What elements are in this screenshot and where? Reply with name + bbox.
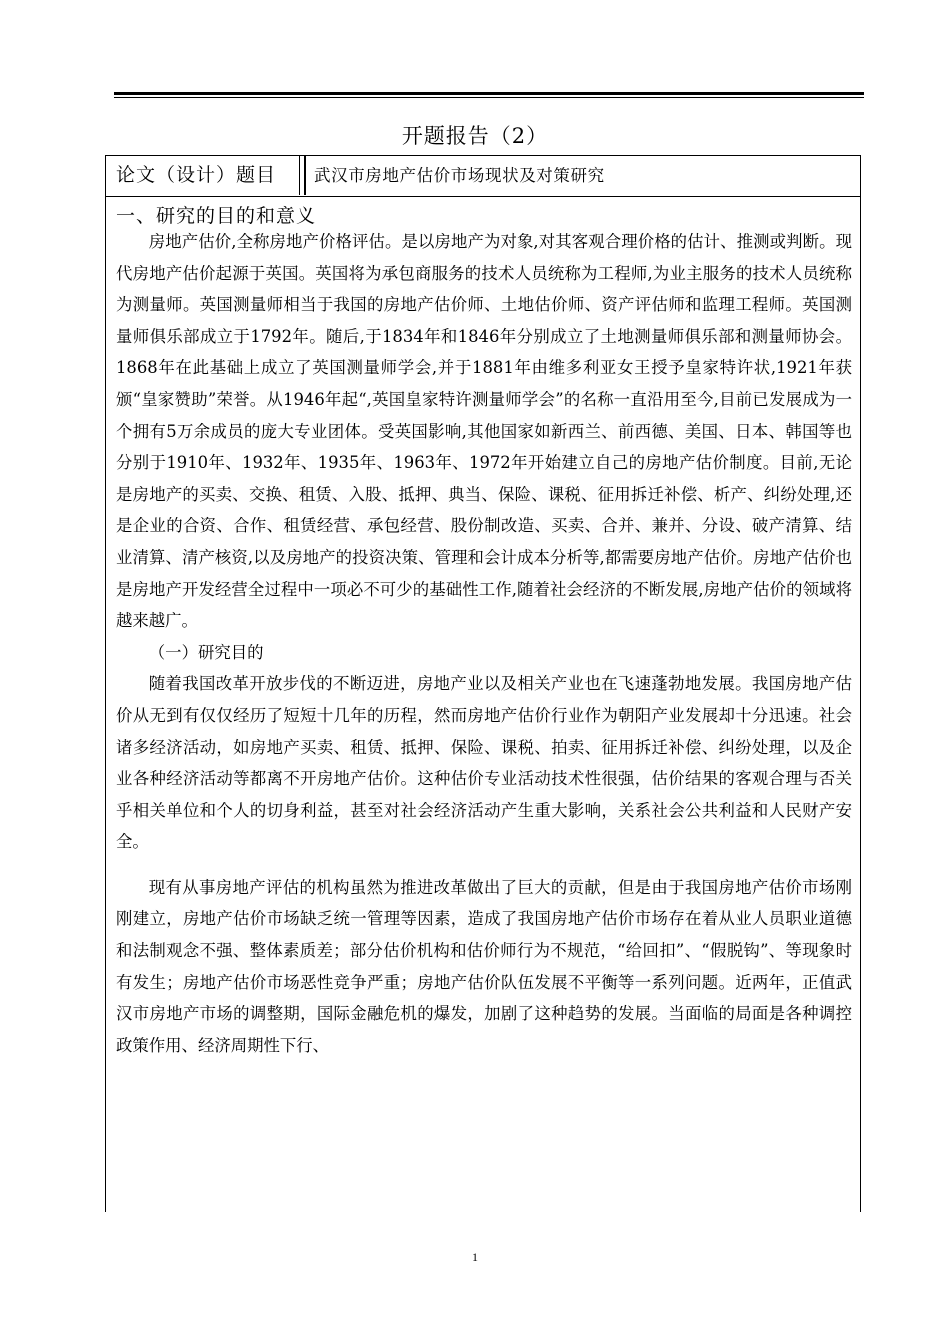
header-rule-thick: [114, 92, 864, 95]
cell-divider: [304, 156, 306, 195]
thesis-title-value: 武汉市房地产估价市场现状及对策研究: [314, 166, 605, 185]
page-title: 开题报告（2）: [401, 124, 549, 148]
section-body: [116, 226, 852, 1061]
header-rule-thin: [114, 97, 864, 98]
section-heading: 一、研究的目的和意义: [116, 205, 317, 227]
paragraph-2: 随着我国改革开放步伐的不断迈进，房地产业以及相关产业也在飞速蓬勃地发展。我国房地产估价从无到有仅仅经历了短短十几年的历程，然而房地产估价行业作为朝阳产业发展却十分迅速。社会诸多经济活动，如房地产买卖、租赁、抵押、保险、课税、拍卖、征用拆迁补偿、纠纷处理，以及企业各种经济活动等都离不开房地产估价。这种估价专业活动技术性很强，估价结果的客观合理与否关乎相关单位和个人的切身利益，甚至对社会经济活动产生重大影响，关系社会公共利益和人民财产安全。: [116, 674, 852, 852]
page-number: 1: [472, 1250, 478, 1264]
paragraph-3: 现有从事房地产评估的机构虽然为推进改革做出了巨大的贡献，但是由于我国房地产估价市场刚刚建立，房地产估价市场缺乏统一管理等因素，造成了我国房地产估价市场存在着从业人员职业道德和法制观念不强、整体素质差；部分估价机构和估价师行为不规范，“给回扣”、“假脱钩”、等现象时有发生；房地产估价市场恶性竞争严重；房地产估价队伍发展不平衡等一系列问题。近两年，正值武汉市房地产市场的调整期，国际金融危机的爆发，加剧了这种趋势的发展。当面临的局面是各种调控政策作用、经济周期性下行、: [116, 877, 852, 1055]
sub-heading: （一）研究目的: [148, 642, 264, 662]
thesis-title-label: 论文（设计）题目: [106, 156, 300, 195]
paragraph-1: 房地产估价,全称房地产价格评估。是以房地产为对象,对其客观合理价格的估计、推测或判断。现代房地产估价起源于英国。英国将为承包商服务的技术人员统称为工程师,为业主服务的技术人员统称为测量师。英国测量师相当于我国的房地产估价师、土地估价师、资产评估师和监理工程师。英国测量师俱乐部成立于1792年。随后,于1834年和1846年分别成立了土地测量师俱乐部和测量师协会。1868年在此基础上成立了英国测量师学会,并于1881年由维多利亚女王授予皇家特许状,1921年获颁“皇家赞助”荣誉。从1946年起“,英国皇家特许测量师学会”的名称一直沿用至今,目前已发展成为一个拥有5万余成员的庞大专业团体。受英国影响,其他国家如新西兰、前西德、美国、日本、韩国等也分别于1910年、1932年、1935年、1963年、1972年开始建立自己的房地产估价制度。目前,无论是房地产的买卖、交换、租赁、入股、抵押、典当、保险、课税、征用拆迁补偿、析产、纠纷处理,还是企业的合资、合作、租赁经营、承包经营、股份制改造、买卖、合并、兼并、分设、破产清算、结业清算、清产核资,以及房地产的投资决策、管理和会计成本分析等,都需要房地产估价。房地产估价也是房地产开发经营全过程中一项必不可少的基础性工作,随着社会经济的不断发展,房地产估价的领域将越来越广。: [116, 232, 852, 631]
report-table: [105, 155, 861, 1212]
title-row: [106, 156, 860, 197]
